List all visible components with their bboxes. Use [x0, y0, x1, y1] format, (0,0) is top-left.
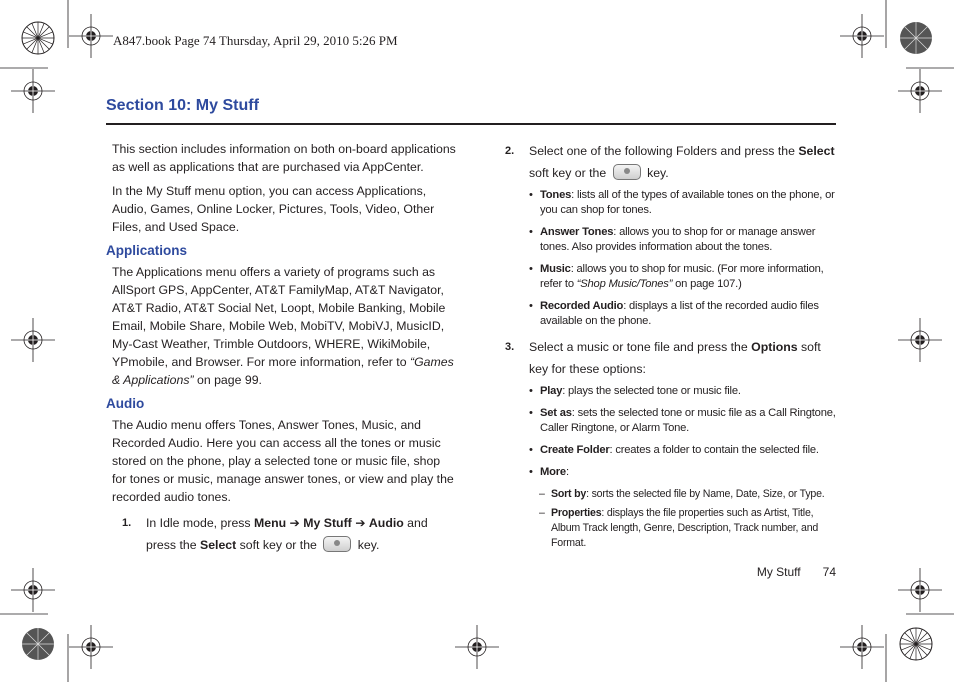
right-column — [505, 140, 840, 555]
audio-paragraph: The Audio menu offers Tones, Answer Tones, Music, and Recorded Audio. Here you can access all the tones or music stored on the phone, play a selected tone or music file, shop for tones or music, manage answer tones, or view and play the recorded audio tones. — [112, 418, 454, 504]
audio-heading: Audio — [106, 396, 145, 411]
step-3: 3. Select a music or tone file and press the Options soft key for these options: — [505, 336, 840, 380]
list-item: • Answer Tones: allows you to shop for or manage answer tones. Also provides information about the tones. — [505, 225, 840, 255]
page-number: 74 — [822, 565, 836, 579]
folder-list — [505, 188, 840, 329]
list-item: • Music: allows you to shop for music. (For more information, refer to “Shop Music/Tones” on page 107.) — [505, 262, 840, 292]
list-item: • Tones: lists all of the types of available tones on the phone, or you can shop for tones. — [505, 188, 840, 218]
arrow-icon: ➔ — [355, 516, 366, 530]
step-number: 2. — [505, 145, 515, 157]
left-column — [106, 140, 457, 560]
games-applications-ref: “Games & Applications” — [112, 355, 454, 387]
intro-paragraph-1: This section includes information on both on-board applications as well as applications that are purchased via AppCenter. — [112, 142, 456, 174]
print-header: A847.book Page 74 Thursday, April 29, 2010 5:26 PM — [113, 33, 398, 48]
page-footer — [757, 565, 836, 579]
list-item: – Sort by: sorts the selected file by Name, Date, Size, or Type. — [505, 487, 840, 502]
list-item: • Play: plays the selected tone or music file. — [505, 384, 840, 399]
intro-paragraph-2: In the My Stuff menu option, you can access Applications, Audio, Games, Online Locker, Pictures, Tools, Video, Other Files, and Used Space. — [112, 184, 435, 234]
applications-heading: Applications — [106, 243, 188, 258]
section-title: Section 10: My Stuff — [106, 97, 259, 114]
shop-music-ref: “Shop Music/Tones” — [576, 278, 673, 290]
title-rule — [106, 123, 836, 125]
list-item: – Properties: displays the file properties such as Artist, Title, Album Track length, Genre, Description, Track number, and Format. — [505, 506, 840, 551]
list-item: • More: — [505, 465, 840, 480]
select-key-icon — [323, 536, 351, 552]
more-options-list — [505, 487, 840, 551]
options-list — [505, 384, 840, 480]
step-number: 1. — [122, 517, 132, 529]
arrow-icon: ➔ — [289, 516, 300, 530]
select-key-icon — [613, 164, 641, 180]
step-number: 3. — [505, 341, 515, 353]
list-item: • Create Folder: creates a folder to contain the selected file. — [505, 443, 840, 458]
step-1: 1. In Idle mode, press Menu ➔ My Stuff ➔ Audio and press the Select soft key or the key. — [112, 512, 457, 556]
step-2: 2. Select one of the following Folders and press the Select soft key or the key. — [505, 140, 840, 184]
footer-label: My Stuff — [756, 565, 801, 579]
applications-paragraph: The Applications menu offers a variety of programs such as AllSport GPS, AppCenter, AT&T FamilyMap, AT&T Navigator, AT&T Radio, AT&T Social Net, Loopt, Mobile Banking, Mobile Email, Mobile Share, Mobile Web, MobiTV, MobiVJ, MusicID, My-Cast Weather, Trimble Outdoors, WHERE, WikiMobile, YPmobile, and Browser. For more information, refer to “Games & Applications” on page 99. — [112, 265, 454, 387]
list-item: • Set as: sets the selected tone or music file as a Call Ringtone, Caller Ringtone, or Alarm Tone. — [505, 406, 840, 436]
list-item: • Recorded Audio: displays a list of the recorded audio files available on the phone. — [505, 299, 840, 329]
